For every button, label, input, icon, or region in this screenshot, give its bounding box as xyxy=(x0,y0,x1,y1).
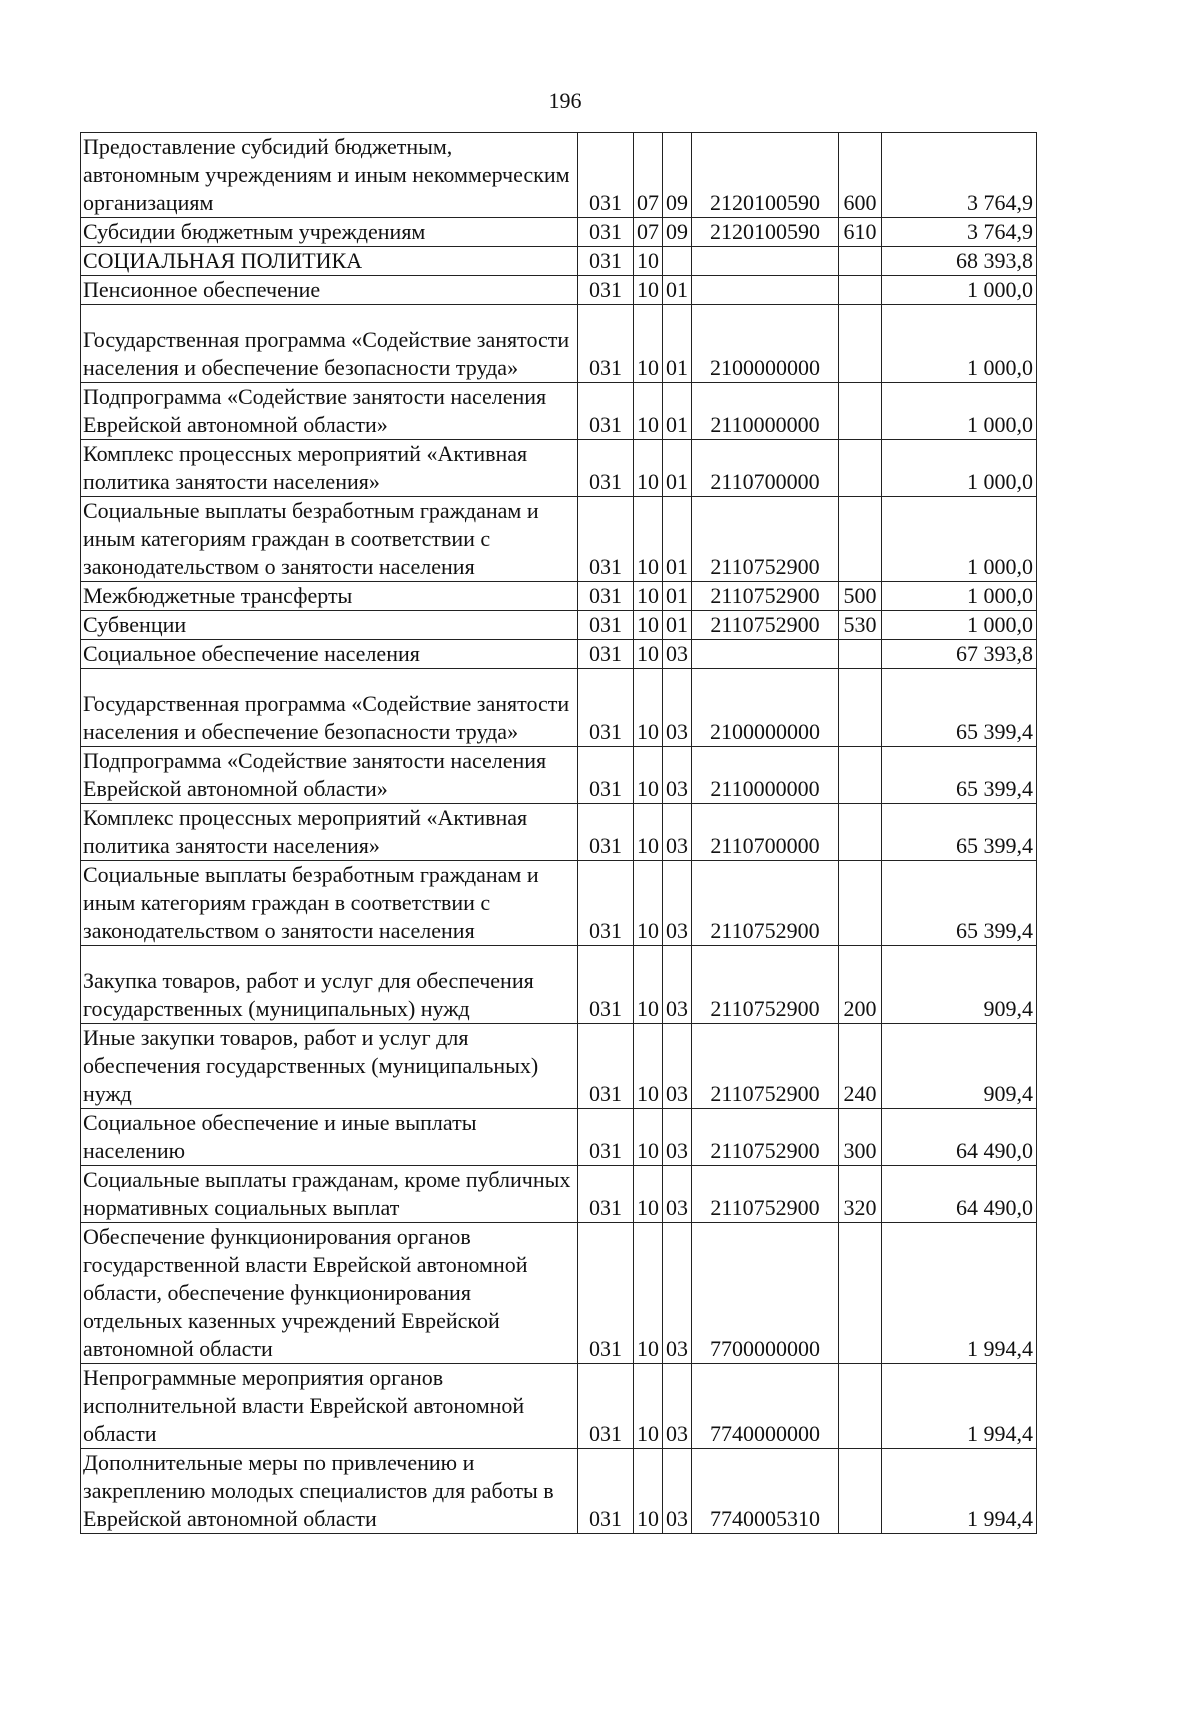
ministry-code-cell: 031 xyxy=(578,861,634,946)
amount-cell: 65 399,4 xyxy=(882,804,1037,861)
row-name-cell: Пенсионное обеспечение xyxy=(81,276,578,305)
expense-type-cell: 240 xyxy=(839,1024,882,1109)
section-code-cell: 07 xyxy=(634,218,663,247)
table-row xyxy=(81,1166,1037,1223)
subsection-code-cell: 09 xyxy=(663,133,692,218)
section-code-cell: 10 xyxy=(634,946,663,1024)
expense-type-cell xyxy=(839,497,882,582)
amount-cell: 67 393,8 xyxy=(882,640,1037,669)
ministry-code-cell: 031 xyxy=(578,383,634,440)
table-row xyxy=(81,383,1037,440)
row-name-cell: Предоставление субсидий бюджетным, автономным учреждениям и иным некоммерческим организациям xyxy=(81,133,578,218)
target-article-cell xyxy=(692,276,839,305)
section-code-cell: 10 xyxy=(634,1166,663,1223)
table-row xyxy=(81,497,1037,582)
amount-cell: 1 000,0 xyxy=(882,582,1037,611)
target-article-cell xyxy=(692,640,839,669)
target-article-cell: 7700000000 xyxy=(692,1223,839,1364)
section-code-cell: 10 xyxy=(634,383,663,440)
row-name-cell: СОЦИАЛЬНАЯ ПОЛИТИКА xyxy=(81,247,578,276)
amount-cell: 65 399,4 xyxy=(882,669,1037,747)
amount-cell: 65 399,4 xyxy=(882,747,1037,804)
ministry-code-cell: 031 xyxy=(578,611,634,640)
expense-type-cell: 300 xyxy=(839,1109,882,1166)
target-article-cell: 7740005310 xyxy=(692,1449,839,1534)
subsection-code-cell: 03 xyxy=(663,861,692,946)
row-name-cell: Дополнительные меры по привлечению и закреплению молодых специалистов для работы в Еврейской автономной области xyxy=(81,1449,578,1534)
expense-type-cell xyxy=(839,861,882,946)
section-code-cell: 07 xyxy=(634,133,663,218)
row-name-cell: Межбюджетные трансферты xyxy=(81,582,578,611)
subsection-code-cell: 03 xyxy=(663,1364,692,1449)
subsection-code-cell: 03 xyxy=(663,1449,692,1534)
subsection-code-cell xyxy=(663,247,692,276)
ministry-code-cell: 031 xyxy=(578,669,634,747)
target-article-cell: 2120100590 xyxy=(692,133,839,218)
row-name-cell: Непрограммные мероприятия органов исполнительной власти Еврейской автономной области xyxy=(81,1364,578,1449)
table-row xyxy=(81,1223,1037,1364)
target-article-cell: 2110752900 xyxy=(692,861,839,946)
target-article-cell: 2110752900 xyxy=(692,1109,839,1166)
expense-type-cell: 530 xyxy=(839,611,882,640)
row-name-cell: Социальные выплаты безработным гражданам и иным категориям граждан в соответствии с законодательством о занятости населения xyxy=(81,497,578,582)
table-row xyxy=(81,1024,1037,1109)
table-row xyxy=(81,1109,1037,1166)
amount-cell: 3 764,9 xyxy=(882,218,1037,247)
table-row xyxy=(81,804,1037,861)
budget-table xyxy=(80,132,1037,1534)
amount-cell: 1 000,0 xyxy=(882,497,1037,582)
ministry-code-cell: 031 xyxy=(578,1449,634,1534)
subsection-code-cell: 03 xyxy=(663,1024,692,1109)
amount-cell: 1 000,0 xyxy=(882,276,1037,305)
amount-cell: 64 490,0 xyxy=(882,1109,1037,1166)
table-row xyxy=(81,218,1037,247)
subsection-code-cell: 03 xyxy=(663,1166,692,1223)
amount-cell: 1 994,4 xyxy=(882,1223,1037,1364)
target-article-cell xyxy=(692,247,839,276)
table-row xyxy=(81,1449,1037,1534)
expense-type-cell xyxy=(839,1449,882,1534)
section-code-cell: 10 xyxy=(634,247,663,276)
subsection-code-cell: 03 xyxy=(663,640,692,669)
expense-type-cell xyxy=(839,305,882,383)
subsection-code-cell: 01 xyxy=(663,497,692,582)
table-row xyxy=(81,747,1037,804)
target-article-cell: 2110752900 xyxy=(692,497,839,582)
table-row xyxy=(81,276,1037,305)
table-row xyxy=(81,669,1037,747)
expense-type-cell: 500 xyxy=(839,582,882,611)
row-name-cell: Социальное обеспечение населения xyxy=(81,640,578,669)
amount-cell: 3 764,9 xyxy=(882,133,1037,218)
ministry-code-cell: 031 xyxy=(578,276,634,305)
target-article-cell: 2110000000 xyxy=(692,747,839,804)
target-article-cell: 2110700000 xyxy=(692,440,839,497)
expense-type-cell xyxy=(839,247,882,276)
section-code-cell: 10 xyxy=(634,640,663,669)
amount-cell: 65 399,4 xyxy=(882,861,1037,946)
ministry-code-cell: 031 xyxy=(578,1166,634,1223)
section-code-cell: 10 xyxy=(634,669,663,747)
target-article-cell: 2110000000 xyxy=(692,383,839,440)
target-article-cell: 2110752900 xyxy=(692,582,839,611)
target-article-cell: 2110752900 xyxy=(692,946,839,1024)
row-name-cell: Социальное обеспечение и иные выплаты населению xyxy=(81,1109,578,1166)
table-row xyxy=(81,440,1037,497)
ministry-code-cell: 031 xyxy=(578,1223,634,1364)
table-row xyxy=(81,1364,1037,1449)
subsection-code-cell: 01 xyxy=(663,611,692,640)
expense-type-cell xyxy=(839,1223,882,1364)
section-code-cell: 10 xyxy=(634,1364,663,1449)
section-code-cell: 10 xyxy=(634,804,663,861)
amount-cell: 1 994,4 xyxy=(882,1364,1037,1449)
ministry-code-cell: 031 xyxy=(578,1024,634,1109)
section-code-cell: 10 xyxy=(634,747,663,804)
expense-type-cell xyxy=(839,804,882,861)
section-code-cell: 10 xyxy=(634,440,663,497)
ministry-code-cell: 031 xyxy=(578,640,634,669)
ministry-code-cell: 031 xyxy=(578,1109,634,1166)
amount-cell: 1 000,0 xyxy=(882,440,1037,497)
subsection-code-cell: 03 xyxy=(663,747,692,804)
expense-type-cell: 610 xyxy=(839,218,882,247)
subsection-code-cell: 01 xyxy=(663,383,692,440)
amount-cell: 68 393,8 xyxy=(882,247,1037,276)
subsection-code-cell: 03 xyxy=(663,1223,692,1364)
ministry-code-cell: 031 xyxy=(578,747,634,804)
section-code-cell: 10 xyxy=(634,611,663,640)
subsection-code-cell: 01 xyxy=(663,276,692,305)
target-article-cell: 7740000000 xyxy=(692,1364,839,1449)
table-row xyxy=(81,640,1037,669)
section-code-cell: 10 xyxy=(634,582,663,611)
row-name-cell: Государственная программа «Содействие занятости населения и обеспечение безопасности труда» xyxy=(81,669,578,747)
subsection-code-cell: 01 xyxy=(663,582,692,611)
row-name-cell: Иные закупки товаров, работ и услуг для обеспечения государственных (муниципальных) нужд xyxy=(81,1024,578,1109)
subsection-code-cell: 03 xyxy=(663,804,692,861)
expense-type-cell: 600 xyxy=(839,133,882,218)
ministry-code-cell: 031 xyxy=(578,804,634,861)
budget-table-body xyxy=(81,133,1037,1534)
subsection-code-cell: 03 xyxy=(663,1109,692,1166)
section-code-cell: 10 xyxy=(634,497,663,582)
target-article-cell: 2110752900 xyxy=(692,1024,839,1109)
ministry-code-cell: 031 xyxy=(578,946,634,1024)
amount-cell: 1 994,4 xyxy=(882,1449,1037,1534)
ministry-code-cell: 031 xyxy=(578,1364,634,1449)
expense-type-cell: 200 xyxy=(839,946,882,1024)
table-row xyxy=(81,582,1037,611)
expense-type-cell xyxy=(839,747,882,804)
table-row xyxy=(81,247,1037,276)
expense-type-cell xyxy=(839,1364,882,1449)
table-row xyxy=(81,946,1037,1024)
section-code-cell: 10 xyxy=(634,1449,663,1534)
ministry-code-cell: 031 xyxy=(578,582,634,611)
expense-type-cell xyxy=(839,276,882,305)
ministry-code-cell: 031 xyxy=(578,497,634,582)
target-article-cell: 2110752900 xyxy=(692,611,839,640)
expense-type-cell xyxy=(839,440,882,497)
section-code-cell: 10 xyxy=(634,276,663,305)
target-article-cell: 2120100590 xyxy=(692,218,839,247)
row-name-cell: Подпрограмма «Содействие занятости населения Еврейской автономной области» xyxy=(81,747,578,804)
ministry-code-cell: 031 xyxy=(578,218,634,247)
row-name-cell: Субсидии бюджетным учреждениям xyxy=(81,218,578,247)
subsection-code-cell: 01 xyxy=(663,440,692,497)
subsection-code-cell: 01 xyxy=(663,305,692,383)
page-number: 196 xyxy=(548,88,582,113)
ministry-code-cell: 031 xyxy=(578,247,634,276)
row-name-cell: Закупка товаров, работ и услуг для обеспечения государственных (муниципальных) нужд xyxy=(81,946,578,1024)
subsection-code-cell: 03 xyxy=(663,669,692,747)
row-name-cell: Подпрограмма «Содействие занятости населения Еврейской автономной области» xyxy=(81,383,578,440)
target-article-cell: 2110700000 xyxy=(692,804,839,861)
target-article-cell: 2100000000 xyxy=(692,305,839,383)
row-name-cell: Комплекс процессных мероприятий «Активная политика занятости населения» xyxy=(81,804,578,861)
expense-type-cell xyxy=(839,640,882,669)
target-article-cell: 2110752900 xyxy=(692,1166,839,1223)
expense-type-cell xyxy=(839,383,882,440)
table-row xyxy=(81,611,1037,640)
row-name-cell: Социальные выплаты гражданам, кроме публичных нормативных социальных выплат xyxy=(81,1166,578,1223)
table-row xyxy=(81,305,1037,383)
row-name-cell: Социальные выплаты безработным гражданам и иным категориям граждан в соответствии с законодательством о занятости населения xyxy=(81,861,578,946)
section-code-cell: 10 xyxy=(634,1109,663,1166)
section-code-cell: 10 xyxy=(634,861,663,946)
amount-cell: 1 000,0 xyxy=(882,611,1037,640)
target-article-cell: 2100000000 xyxy=(692,669,839,747)
section-code-cell: 10 xyxy=(634,1024,663,1109)
expense-type-cell: 320 xyxy=(839,1166,882,1223)
row-name-cell: Субвенции xyxy=(81,611,578,640)
row-name-cell: Обеспечение функционирования органов государственной власти Еврейской автономной области, обеспечение функционирования отдельных казенных учреждений Еврейской автономной области xyxy=(81,1223,578,1364)
expense-type-cell xyxy=(839,669,882,747)
amount-cell: 909,4 xyxy=(882,1024,1037,1109)
amount-cell: 64 490,0 xyxy=(882,1166,1037,1223)
subsection-code-cell: 03 xyxy=(663,946,692,1024)
table-row xyxy=(81,861,1037,946)
amount-cell: 909,4 xyxy=(882,946,1037,1024)
amount-cell: 1 000,0 xyxy=(882,305,1037,383)
ministry-code-cell: 031 xyxy=(578,133,634,218)
ministry-code-cell: 031 xyxy=(578,440,634,497)
row-name-cell: Государственная программа «Содействие занятости населения и обеспечение безопасности труда» xyxy=(81,305,578,383)
section-code-cell: 10 xyxy=(634,1223,663,1364)
table-row xyxy=(81,133,1037,218)
subsection-code-cell: 09 xyxy=(663,218,692,247)
amount-cell: 1 000,0 xyxy=(882,383,1037,440)
ministry-code-cell: 031 xyxy=(578,305,634,383)
row-name-cell: Комплекс процессных мероприятий «Активная политика занятости населения» xyxy=(81,440,578,497)
section-code-cell: 10 xyxy=(634,305,663,383)
